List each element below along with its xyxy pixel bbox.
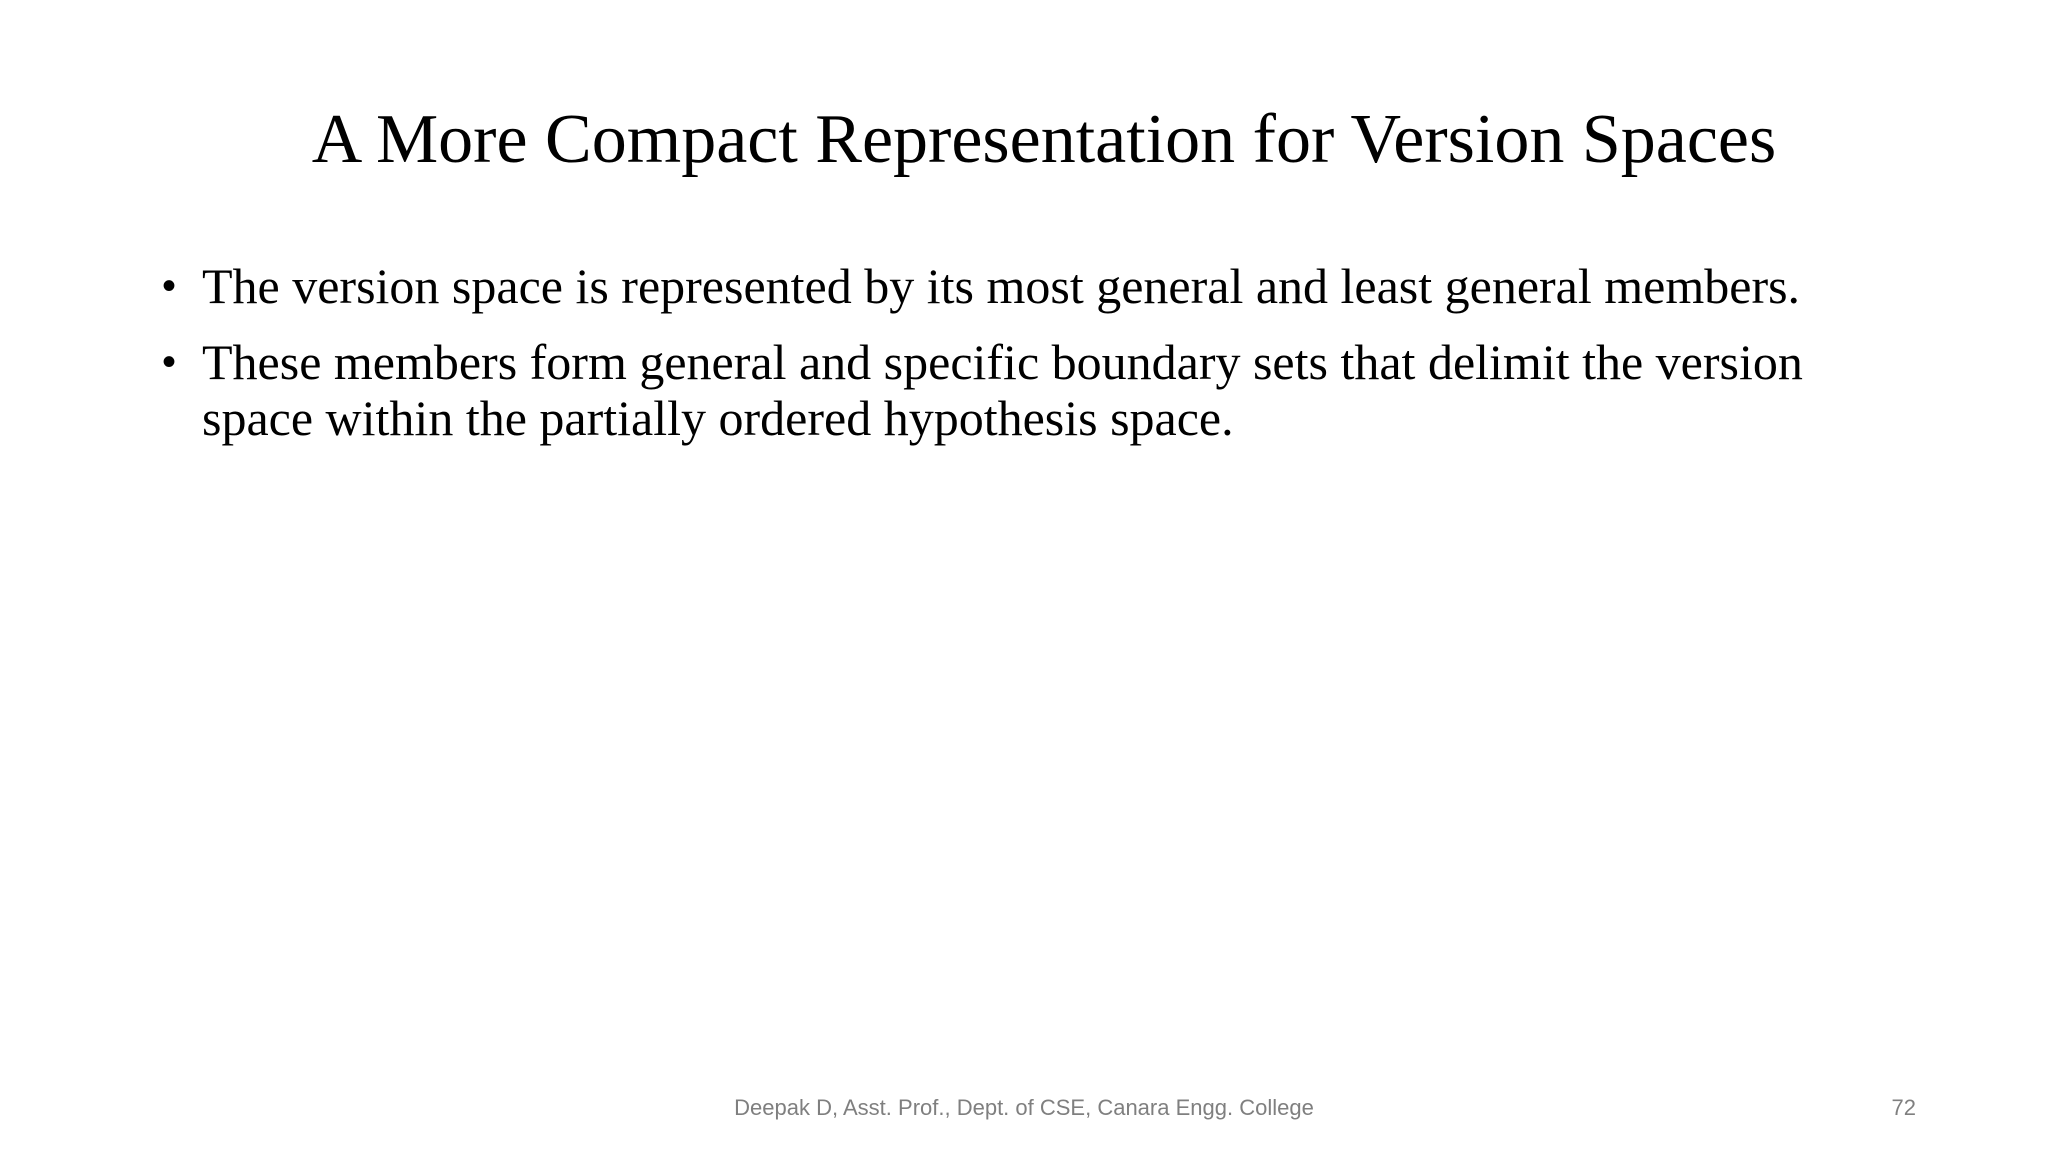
bullet-list [158,258,1878,466]
bullet-icon: • [162,340,177,384]
bullet-text: These members form general and specific boundary sets that delimit the version space within the partially ordered hypothesis space. [202,334,1803,446]
bullet-item [158,334,1878,446]
bullet-icon: • [162,264,177,308]
bullet-item [158,258,1878,314]
slide-footer: Deepak D, Asst. Prof., Dept. of CSE, Canara Engg. College [734,1095,1314,1120]
slide-title: A More Compact Representation for Version Spaces [311,101,1777,178]
bullet-text: The version space is represented by its most general and least general members. [202,258,1801,314]
page-number: 72 [1891,1095,1916,1120]
